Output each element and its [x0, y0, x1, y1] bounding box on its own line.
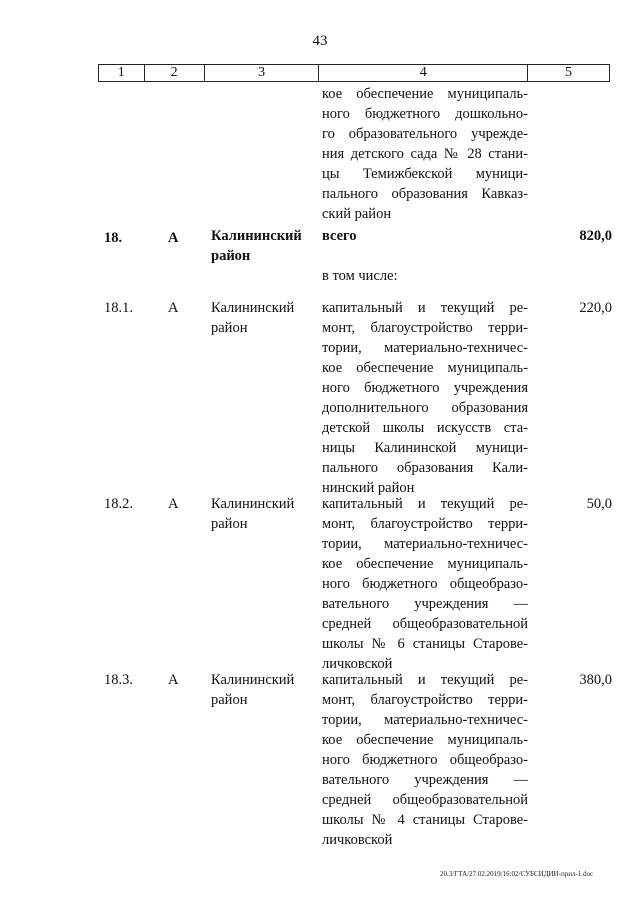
row-category: А	[168, 496, 179, 512]
row-description	[322, 670, 528, 850]
col-header-5: 5	[527, 65, 609, 82]
row-description	[322, 226, 528, 246]
desc-line: ния детского сада № 28 стани-	[322, 146, 528, 162]
district-line: район	[211, 516, 248, 532]
desc-line: детской школы искусств ста-	[322, 420, 528, 436]
desc-line: капитальный и текущий ре-	[322, 672, 528, 688]
desc-line: вательного учреждения —	[322, 596, 528, 612]
desc-line: нинский район	[322, 480, 415, 496]
row-amount: 380,0	[579, 672, 612, 688]
footer-file-path: 20.3/ГТА/27.02.2019/16:02/СУБСИДИИ-прил-1.doc	[440, 870, 594, 878]
note-text: в том числе:	[322, 268, 398, 284]
desc-line: капитальный и текущий ре-	[322, 496, 528, 512]
desc-line: дополнительного образования	[322, 400, 528, 416]
row-amount: 220,0	[579, 300, 612, 316]
desc-line: средней общеобразовательной	[322, 792, 528, 808]
row-category: А	[168, 672, 179, 688]
desc-line: кое обеспечение муниципаль-	[322, 86, 528, 102]
desc-line: монт, благоустройство терри-	[322, 516, 528, 532]
row-amount: 820,0	[579, 228, 612, 244]
row-number: 18.2.	[104, 496, 133, 512]
row-number: 18.	[104, 230, 123, 246]
district-line: Калининский	[211, 300, 295, 316]
district-line: Калининский	[211, 672, 295, 688]
row-district	[211, 298, 311, 338]
desc-line: личковской	[322, 656, 393, 672]
desc-line: личковской	[322, 832, 393, 848]
row-number: 18.1.	[104, 300, 133, 316]
desc-line: тории, материально-техничес-	[322, 536, 528, 552]
desc-line: тории, материально-техничес-	[322, 340, 528, 356]
desc-line: пального образования Кали-	[322, 460, 528, 476]
continuation-description	[322, 84, 528, 224]
desc-line: цы Темижбекской муници-	[322, 166, 528, 182]
desc-line: ницы Калининской муници-	[322, 440, 528, 456]
row-district	[211, 670, 311, 710]
column-header-table	[98, 64, 610, 82]
col-header-2: 2	[144, 65, 204, 82]
desc-line: ного бюджетного общеобразо-	[322, 752, 528, 768]
row-category: А	[168, 300, 179, 316]
desc-line: средней общеобразовательной	[322, 616, 528, 632]
row-number: 18.3.	[104, 672, 133, 688]
desc-line: школы № 6 станицы Старове-	[322, 636, 528, 652]
col-header-3: 3	[204, 65, 319, 82]
desc-line: школы № 4 станицы Старове-	[322, 812, 528, 828]
row-description	[322, 494, 528, 674]
desc-line: го образовательного учрежде-	[322, 126, 528, 142]
desc-line: тории, материально-техничес-	[322, 712, 528, 728]
desc-line: ский район	[322, 206, 392, 222]
district-line: район	[211, 692, 248, 708]
desc-line: кое обеспечение муниципаль-	[322, 556, 528, 572]
row-amount: 50,0	[586, 496, 612, 512]
page-number: 43	[312, 33, 328, 49]
row-category: А	[168, 230, 179, 246]
col-header-1: 1	[99, 65, 145, 82]
desc-line: кое обеспечение муниципаль-	[322, 360, 528, 376]
district-line: район	[211, 320, 248, 336]
desc-line: вательного учреждения —	[322, 772, 528, 788]
including-note	[322, 266, 528, 286]
district-line: район	[211, 248, 251, 264]
row-description	[322, 298, 528, 498]
desc-line: капитальный и текущий ре-	[322, 300, 528, 316]
row-district	[211, 226, 311, 266]
desc-line: кое обеспечение муниципаль-	[322, 732, 528, 748]
desc-line: ного бюджетного общеобразо-	[322, 576, 528, 592]
desc-line: ного бюджетного учреждения	[322, 380, 528, 396]
desc-line: ного бюджетного дошкольно-	[322, 106, 528, 122]
district-line: Калининский	[211, 228, 302, 244]
desc-line: монт, благоустройство терри-	[322, 320, 528, 336]
district-line: Калининский	[211, 496, 295, 512]
row-district	[211, 494, 311, 534]
desc-line: монт, благоустройство терри-	[322, 692, 528, 708]
desc-line: пального образования Кавказ-	[322, 186, 528, 202]
col-header-4: 4	[319, 65, 527, 82]
desc-line: всего	[322, 228, 357, 244]
